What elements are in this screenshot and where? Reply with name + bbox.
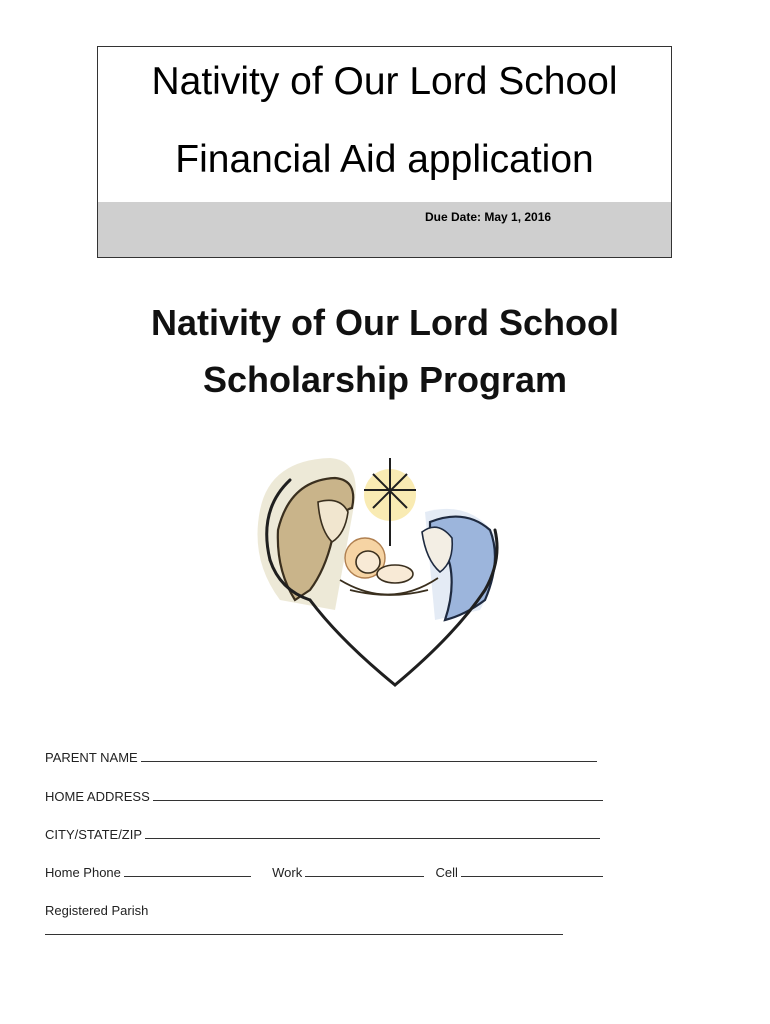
program-heading-title: Scholarship Program [202, 359, 568, 400]
phone-field-row [45, 865, 603, 880]
cell-label: Cell [435, 865, 458, 880]
program-heading-school: Nativity of Our Lord School [150, 302, 620, 343]
city-state-zip-field [45, 827, 600, 842]
registered-parish-line[interactable] [45, 922, 563, 935]
home-phone-label: Home Phone [45, 865, 121, 880]
registered-parish-label: Registered Parish [45, 903, 149, 918]
due-date-band [98, 202, 671, 257]
baby-head [356, 551, 380, 573]
due-date: Due Date: May 1, 2016 [425, 210, 552, 224]
registered-parish-field [45, 903, 148, 918]
city-state-zip-line[interactable] [145, 827, 600, 839]
home-phone-line[interactable] [124, 865, 251, 877]
home-address-label: HOME ADDRESS [45, 789, 150, 804]
home-address-field [45, 789, 603, 804]
home-address-line[interactable] [153, 789, 603, 801]
title-box-top [98, 47, 671, 203]
baby-body [377, 565, 413, 583]
work-phone-line[interactable] [305, 865, 424, 877]
work-label: Work [272, 865, 303, 880]
cell-phone-line[interactable] [461, 865, 603, 877]
title-box [97, 46, 672, 258]
title-line-school: Nativity of Our Lord School [151, 60, 618, 103]
parent-name-line[interactable] [141, 750, 597, 762]
parent-name-field [45, 750, 597, 765]
nativity-heart-icon [240, 450, 510, 690]
parent-name-label: PARENT NAME [45, 750, 138, 765]
title-line-application: Financial Aid application [175, 138, 594, 181]
city-state-zip-label: CITY/STATE/ZIP [45, 827, 143, 842]
